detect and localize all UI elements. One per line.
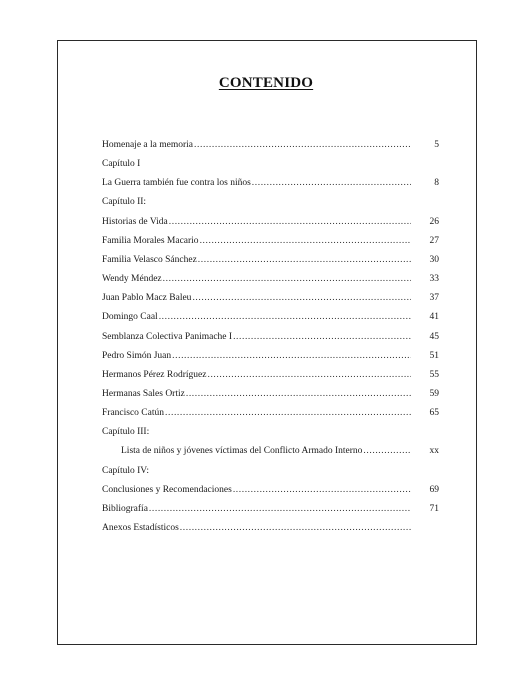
toc-entry	[102, 368, 439, 382]
toc-entry-label: Francisco Catún	[102, 408, 165, 419]
toc-entry-label: Capítulo I	[102, 159, 141, 170]
toc-entry-label: Bibliografía	[102, 503, 148, 514]
toc-entry	[102, 330, 439, 344]
toc-page-number: 5	[434, 140, 439, 150]
toc-entry	[102, 521, 439, 535]
toc-page-number: 59	[429, 388, 439, 399]
toc-entry-label: Hermanas Sales Ortiz	[102, 388, 185, 399]
toc-page-number: 26	[429, 216, 439, 227]
toc-entry	[102, 291, 439, 305]
toc-dot-leader	[233, 330, 411, 344]
toc-entry	[102, 253, 439, 267]
toc-page-number: 8	[434, 178, 439, 189]
toc-entry-label: Lista de niños y jóvenes víctimas del Conflicto Armado Interno	[121, 446, 363, 457]
toc-dot-leader	[233, 483, 411, 497]
toc-entry-label: Hermanos Pérez Rodríguez	[102, 369, 207, 380]
toc-entry-label: Anexos Estadísticos	[102, 523, 179, 533]
toc-chapter-heading	[102, 425, 439, 439]
toc-dot-leader	[149, 502, 411, 516]
toc-entry-label: Capítulo III:	[102, 427, 150, 438]
toc-page-number: 55	[429, 369, 439, 380]
toc-entry-label: Juan Pablo Macz Baleu	[102, 293, 192, 304]
toc-entry-label: Homenaje a la memoria	[102, 140, 194, 150]
toc-dot-leader	[198, 253, 411, 267]
toc-dot-leader	[194, 138, 411, 152]
toc-page-number: 41	[429, 312, 439, 323]
toc-page-number: 51	[429, 350, 439, 361]
toc-page-number: 45	[429, 331, 439, 342]
toc-entry	[102, 406, 439, 420]
toc-dot-leader	[200, 234, 411, 248]
toc-page-number: 71	[429, 503, 439, 514]
toc-dot-leader	[363, 444, 411, 458]
toc-chapter-heading	[102, 195, 439, 209]
toc-entry-label: Wendy Méndez	[102, 274, 162, 284]
toc-entry	[102, 138, 439, 152]
toc-entry-label: Familia Morales Macario	[102, 235, 199, 246]
toc-page-number: xx	[429, 446, 439, 457]
toc-dot-leader	[207, 368, 411, 382]
toc-dot-leader	[192, 291, 411, 305]
toc-entry-label: Semblanza Colectiva Panimache I	[102, 331, 233, 342]
toc-entry	[102, 234, 439, 248]
toc-entry-label: Capítulo IV:	[102, 465, 150, 476]
toc-entry-label: La Guerra también fue contra los niños	[102, 178, 251, 189]
toc-entry	[102, 502, 439, 516]
toc-page-number: 65	[429, 408, 439, 419]
toc-entry-label: Conclusiones y Recomendaciones	[102, 484, 232, 495]
toc-entry-label: Capítulo II:	[102, 197, 147, 208]
toc-entry	[102, 349, 439, 363]
toc-page-number: 33	[429, 274, 439, 284]
page-title: CONTENIDO	[218, 75, 314, 91]
toc-dot-leader	[169, 215, 411, 229]
toc-entry	[102, 176, 439, 190]
toc-entry	[102, 483, 439, 497]
toc-page-number: 27	[429, 235, 439, 246]
toc-entry	[102, 272, 439, 286]
toc-entry-label: Pedro Simón Juan	[102, 350, 172, 361]
toc-dot-leader	[186, 387, 411, 401]
toc-dot-leader	[172, 349, 411, 363]
toc-entry	[102, 387, 439, 401]
toc-dot-leader	[252, 176, 411, 190]
toc-entry-label: Historias de Vida	[102, 216, 168, 227]
toc-entry-label: Familia Velasco Sánchez	[102, 254, 197, 265]
toc-dot-leader	[163, 272, 411, 286]
toc-page-number: 69	[429, 484, 439, 495]
toc-dot-leader	[180, 521, 411, 535]
toc-page-number: 30	[429, 254, 439, 265]
toc-dot-leader	[165, 406, 411, 420]
toc-entry	[102, 215, 439, 229]
toc-chapter-heading	[102, 464, 439, 478]
toc-dot-leader	[159, 310, 411, 324]
toc-chapter-heading	[102, 157, 439, 171]
toc-entry	[121, 444, 439, 458]
toc-entry	[102, 310, 439, 324]
toc-page-number: 37	[429, 293, 439, 304]
toc-entry-label: Domingo Caal	[102, 312, 158, 323]
